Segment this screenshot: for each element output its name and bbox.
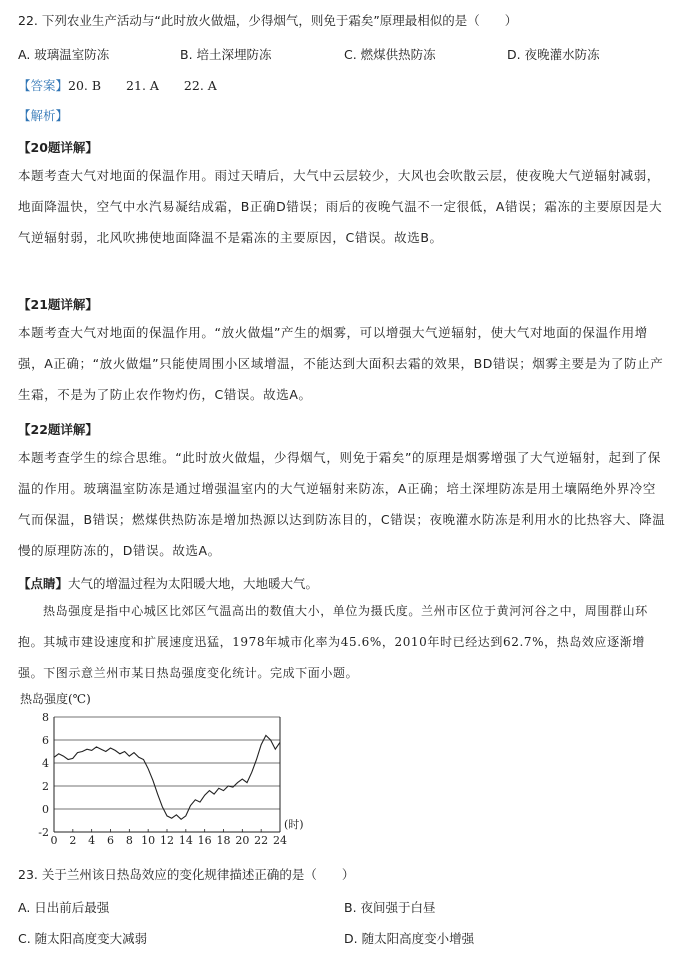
- x-tick-label: 16: [197, 834, 212, 847]
- analysis-label: 【解析】: [18, 108, 69, 123]
- answer-values: 20. B 21. A 22. A: [68, 78, 217, 93]
- x-tick-label: 20: [235, 834, 250, 847]
- q20-detail-title: 【20题详解】: [18, 140, 98, 155]
- q23-option-c: C. 随太阳高度变大减弱: [18, 931, 148, 946]
- x-tick-label: 18: [216, 834, 231, 847]
- y-tick-label: 8: [42, 711, 49, 724]
- y-tick-label: 6: [42, 734, 49, 747]
- q22-stem: 22. 下列农业生产活动与“此时放火做煴，少得烟气，则免于霜矣”原理最相似的是（ ）: [18, 13, 518, 28]
- x-tick-label: 8: [125, 834, 133, 847]
- q23-option-d: D. 随太阳高度变小增强: [344, 931, 475, 946]
- chart-title: 热岛强度(℃): [20, 692, 91, 706]
- q22-option-c: C. 燃煤供热防冻: [344, 47, 436, 62]
- q22-option-a: A. 玻璃温室防冻: [18, 47, 110, 62]
- y-tick-label: 4: [42, 757, 49, 770]
- q21-detail-title: 【21题详解】: [18, 297, 98, 312]
- q22-detail-title: 【22题详解】: [18, 422, 98, 437]
- x-tick-label: 4: [88, 834, 96, 847]
- q23-option-b: B. 夜间强于白昼: [344, 900, 436, 915]
- x-tick-label: 10: [141, 834, 156, 847]
- heat-island-chart: [14, 690, 334, 850]
- q22-option-b: B. 培土深埋防冻: [180, 47, 272, 62]
- y-tick-label: -2: [38, 826, 49, 839]
- heat-island-series-line: [54, 735, 280, 819]
- q21-detail-text: 本题考查大气对地面的保温作用。“放火做煴”产生的烟雾，可以增强大气逆辐射，使大气对地面的保温作用增强，A正确；“放火做煴”只能使周围小区域增温，不能达到大面积去霜的效果，BD错误；烟雾主要是为了防止产生霜，不是为了防止农作物灼伤，C错误。故选A。: [18, 325, 664, 402]
- y-tick-label: 0: [42, 803, 49, 816]
- point-label: 【点睛】: [18, 576, 69, 591]
- y-tick-label: 2: [42, 780, 49, 793]
- chart-canvas: [14, 690, 334, 850]
- q23-option-a: A. 日出前后最强: [18, 900, 110, 915]
- x-axis-label: (时): [284, 818, 304, 831]
- x-tick-label: 0: [50, 834, 58, 847]
- q22-option-d: D. 夜晚灌水防冻: [507, 47, 600, 62]
- x-tick-label: 2: [69, 834, 77, 847]
- passage-text: 热岛强度是指中心城区比郊区气温高出的数值大小，单位为摄氏度。兰州市区位于黄河河谷之中，周围群山环抱。其城市建设速度和扩展速度迅猛，1978年城市化率为45.6%，2010年时已经达到62.7%，热岛效应逐渐增强。下图示意兰州市某日热岛强度变化统计。完成下面小题。: [18, 604, 648, 680]
- x-tick-label: 22: [254, 834, 269, 847]
- x-tick-label: 6: [107, 834, 114, 847]
- point-text: 大气的增温过程为太阳暖大地，大地暖大气。: [68, 576, 319, 591]
- answer-label: 【答案】: [18, 78, 69, 93]
- point-row: [18, 574, 318, 592]
- q23-stem: 23. 关于兰州该日热岛效应的变化规律描述正确的是（ ）: [18, 867, 355, 882]
- x-tick-label: 12: [160, 834, 174, 847]
- q22-detail-text: 本题考查学生的综合思维。“此时放火做煴，少得烟气，则免于霜矣”的原理是烟雾增强了大气逆辐射，起到了保温的作用。玻璃温室防冻是通过增强温室内的大气逆辐射来防冻，A正确；培土深埋防冻是用土壤隔绝外界冷空气而保温，B错误；燃煤供热防冻是增加热源以达到防冻目的，C错误；夜晚灌水防冻是利用水的比热容大、降温慢的原理防冻的，D错误。故选A。: [18, 450, 666, 558]
- x-tick-label: 14: [178, 834, 193, 847]
- answer-row: [18, 76, 217, 94]
- x-tick-label: 24: [273, 834, 287, 847]
- q20-detail-text: 本题考查大气对地面的保温作用。雨过天晴后，大气中云层较少，大风也会吹散云层，使夜晚大气逆辐射减弱，地面降温快，空气中水汽易凝结成霜，B正确D错误；雨后的夜晚气温不一定很低，A错误；霜冻的主要原因是大气逆辐射弱，北风吹拂使地面降温不是霜冻的主要原因，C错误。故选B。: [18, 168, 663, 245]
